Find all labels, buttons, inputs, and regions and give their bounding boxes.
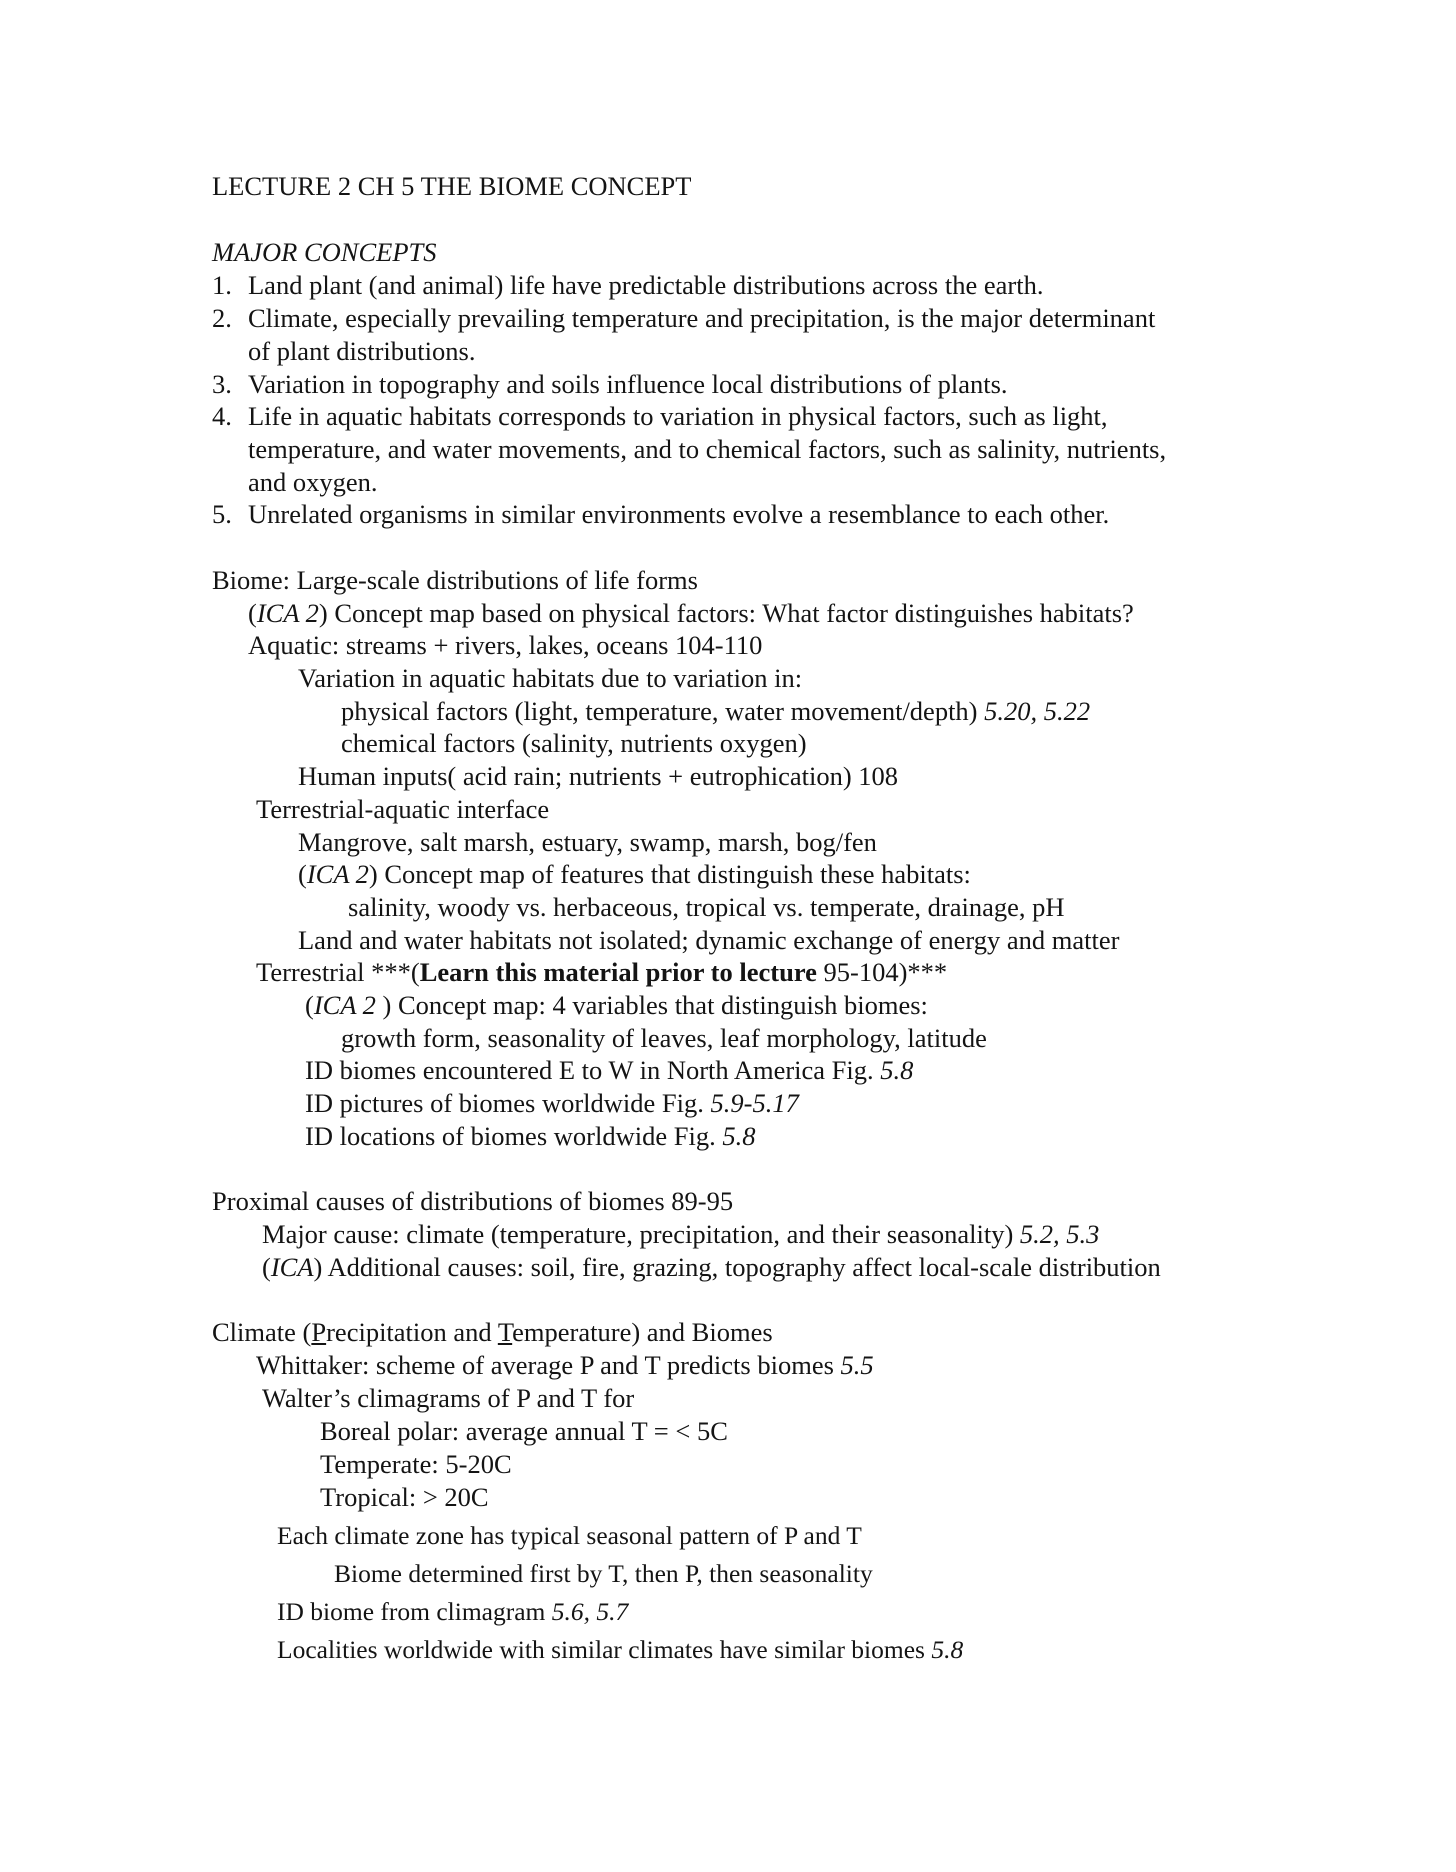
concept-item-3: 3. Variation in topography and soils influence local distributions of plants. xyxy=(212,369,1008,399)
physical-factors-line: physical factors (light, temperature, water movement/depth) 5.20, 5.22 xyxy=(341,696,1091,726)
walter-line: Walter’s climagrams of P and T for xyxy=(262,1383,635,1413)
concept-item-4: 4. Life in aquatic habitats corresponds to variation in physical factors, such as light, xyxy=(212,401,1108,431)
biomes-ica-line: (ICA 2 ) Concept map: 4 variables that distinguish biomes: xyxy=(305,990,928,1020)
additional-causes-line: (ICA) Additional causes: soil, fire, grazing, topography affect local-scale distribution xyxy=(262,1252,1161,1282)
terrestrial-line: Terrestrial ***(Learn this material prior to lecture 95-104)*** xyxy=(256,957,948,987)
major-concepts-heading: MAJOR CONCEPTS xyxy=(212,237,437,267)
concept-item-5: 5. Unrelated organisms in similar environments evolve a resemblance to each other. xyxy=(212,499,1110,529)
concept-item-2: 2. Climate, especially prevailing temperature and precipitation, is the major determinant xyxy=(212,303,1156,333)
id-pictures-line: ID pictures of biomes worldwide Fig. 5.9-5.17 xyxy=(305,1088,799,1118)
climate-zone-line: Each climate zone has typical seasonal pattern of P and T xyxy=(277,1521,862,1550)
aquatic-line: Aquatic: streams + rivers, lakes, oceans 104-110 xyxy=(248,630,763,660)
lecture-title: LECTURE 2 CH 5 THE BIOME CONCEPT xyxy=(212,171,692,201)
concept-item-2-cont: of plant distributions. xyxy=(248,336,476,366)
climate-heading: Climate (Precipitation and Temperature) and Biomes xyxy=(212,1317,773,1347)
localities-line: Localities worldwide with similar climates have similar biomes 5.8 xyxy=(277,1635,964,1664)
land-water-line: Land and water habitats not isolated; dynamic exchange of energy and matter xyxy=(298,925,1120,955)
chemical-factors-line: chemical factors (salinity, nutrients oxygen) xyxy=(341,728,807,758)
id-climagram-line: ID biome from climagram 5.6, 5.7 xyxy=(277,1597,629,1626)
concept-item-4-cont2: and oxygen. xyxy=(248,467,378,497)
concept-item-4-cont1: temperature, and water movements, and to chemical factors, such as salinity, nutrients, xyxy=(248,434,1167,464)
biome-determined-line: Biome determined first by T, then P, then seasonality xyxy=(334,1559,873,1588)
tropical-line: Tropical: > 20C xyxy=(320,1482,489,1512)
id-locations-line: ID locations of biomes worldwide Fig. 5.8 xyxy=(305,1121,756,1151)
human-inputs-line: Human inputs( acid rain; nutrients + eutrophication) 108 xyxy=(298,761,899,791)
major-cause-line: Major cause: climate (temperature, precipitation, and their seasonality) 5.2, 5.3 xyxy=(262,1219,1100,1249)
concept-item-1: 1. Land plant (and animal) life have predictable distributions across the earth. xyxy=(212,270,1044,300)
habitats-ica-line: (ICA 2) Concept map of features that distinguish these habitats: xyxy=(298,859,971,889)
growth-form-line: growth form, seasonality of leaves, leaf morphology, latitude xyxy=(341,1023,987,1053)
variation-line: Variation in aquatic habitats due to variation in: xyxy=(298,663,803,693)
salinity-line: salinity, woody vs. herbaceous, tropical vs. temperate, drainage, pH xyxy=(348,892,1065,922)
proximal-heading: Proximal causes of distributions of biomes 89-95 xyxy=(212,1186,734,1216)
temperate-line: Temperate: 5-20C xyxy=(320,1449,512,1479)
whittaker-line: Whittaker: scheme of average P and T predicts biomes 5.5 xyxy=(256,1350,874,1380)
biome-heading: Biome: Large-scale distributions of life forms xyxy=(212,565,698,595)
interface-line: Terrestrial-aquatic interface xyxy=(256,794,550,824)
id-north-america-line: ID biomes encountered E to W in North America Fig. 5.8 xyxy=(305,1055,914,1085)
mangrove-line: Mangrove, salt marsh, estuary, swamp, marsh, bog/fen xyxy=(298,827,877,857)
boreal-line: Boreal polar: average annual T = < 5C xyxy=(320,1416,728,1446)
biome-ica-physical: (ICA 2) Concept map based on physical factors: What factor distinguishes habitats? xyxy=(248,598,1134,628)
